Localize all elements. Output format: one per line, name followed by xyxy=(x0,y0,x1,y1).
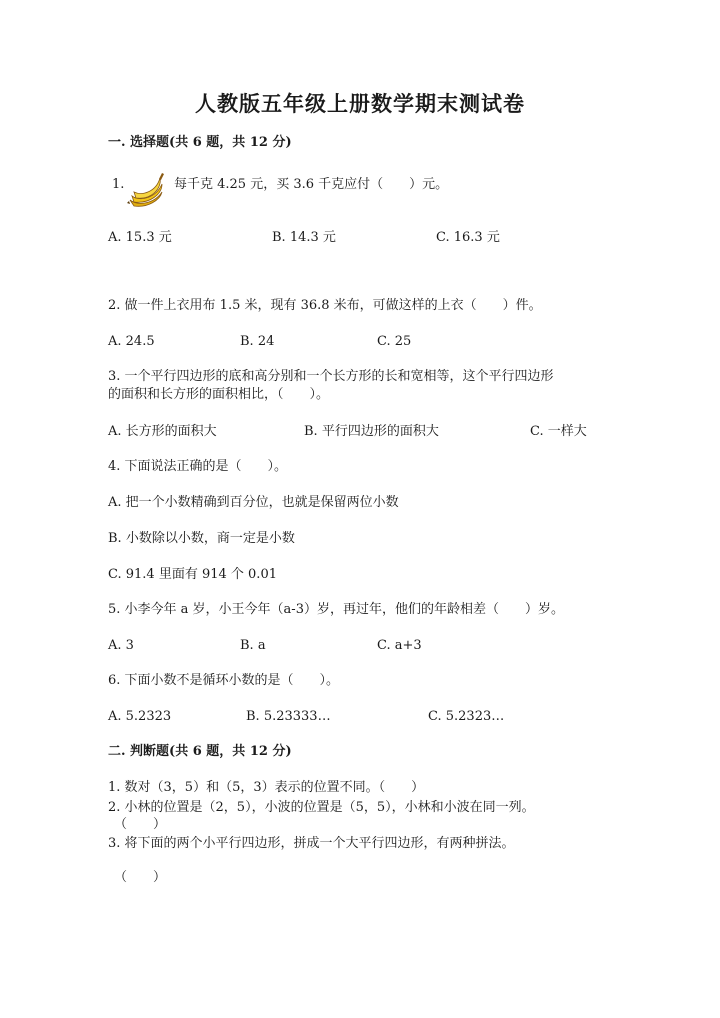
q1-text: 每千克 4.25 元，买 3.6 千克应付（ ）元。 xyxy=(174,177,449,192)
q3-option-b: B. 平行四边形的面积大 xyxy=(304,424,439,439)
j1-text: 1. 数对（3，5）和（5，3）表示的位置不同。（ ） xyxy=(108,780,425,795)
q4-option-b: B. 小数除以小数，商一定是小数 xyxy=(108,531,295,546)
q6-text: 6. 下面小数不是循环小数的是（ ）。 xyxy=(108,673,340,688)
j2-text-line1: 2. 小林的位置是（2，5），小波的位置是（5，5），小林和小波在同一列。 xyxy=(108,800,535,815)
q5-text: 5. 小李今年 a 岁，小王今年（a-3）岁，再过年，他们的年龄相差（ ）岁。 xyxy=(108,602,564,617)
j3-text-line2: （ ） xyxy=(114,870,167,885)
j3-text-line1: 3. 将下面的两个小平行四边形，拼成一个大平行四边形，有两种拼法。 xyxy=(108,836,515,851)
q5-option-a: A. 3 xyxy=(108,638,134,653)
q2-option-b: B. 24 xyxy=(240,334,275,349)
section-heading-judgement: 二. 判断题(共 6 题，共 12 分) xyxy=(108,744,292,759)
q1-number: 1. xyxy=(112,177,125,192)
q3-option-a: A. 长方形的面积大 xyxy=(108,424,217,439)
q4-option-c: C. 91.4 里面有 914 个 0.01 xyxy=(108,567,277,582)
q2-option-a: A. 24.5 xyxy=(108,334,155,349)
q6-option-c: C. 5.2323… xyxy=(428,709,505,724)
q1-option-b: B. 14.3 元 xyxy=(272,230,336,245)
q2-option-c: C. 25 xyxy=(377,334,412,349)
section-heading-choice: 一. 选择题(共 6 题，共 12 分) xyxy=(108,135,292,150)
q4-text: 4. 下面说法正确的是（ ）。 xyxy=(108,459,288,474)
page-title: 人教版五年级上册数学期末测试卷 xyxy=(195,91,525,116)
q3-text-line1: 3. 一个平行四边形的底和高分别和一个长方形的长和宽相等，这个平行四边形 xyxy=(108,369,554,384)
q5-option-b: B. a xyxy=(240,638,266,653)
q4-option-a: A. 把一个小数精确到百分位，也就是保留两位小数 xyxy=(108,495,399,510)
q2-text: 2. 做一件上衣用布 1.5 米，现有 36.8 米布，可做这样的上衣（ ）件。 xyxy=(108,298,542,313)
q1-option-a: A. 15.3 元 xyxy=(108,230,172,245)
q5-option-c: C. a+3 xyxy=(377,638,422,653)
q6-option-a: A. 5.2323 xyxy=(108,709,172,724)
q6-option-b: B. 5.23333… xyxy=(246,709,331,724)
j2-text-line2: （ ） xyxy=(114,817,167,832)
banana-icon xyxy=(124,170,168,210)
q3-text-line2: 的面积和长方形的面积相比，（ ）。 xyxy=(108,387,330,402)
q1-option-c: C. 16.3 元 xyxy=(436,230,500,245)
q3-option-c: C. 一样大 xyxy=(530,424,587,439)
